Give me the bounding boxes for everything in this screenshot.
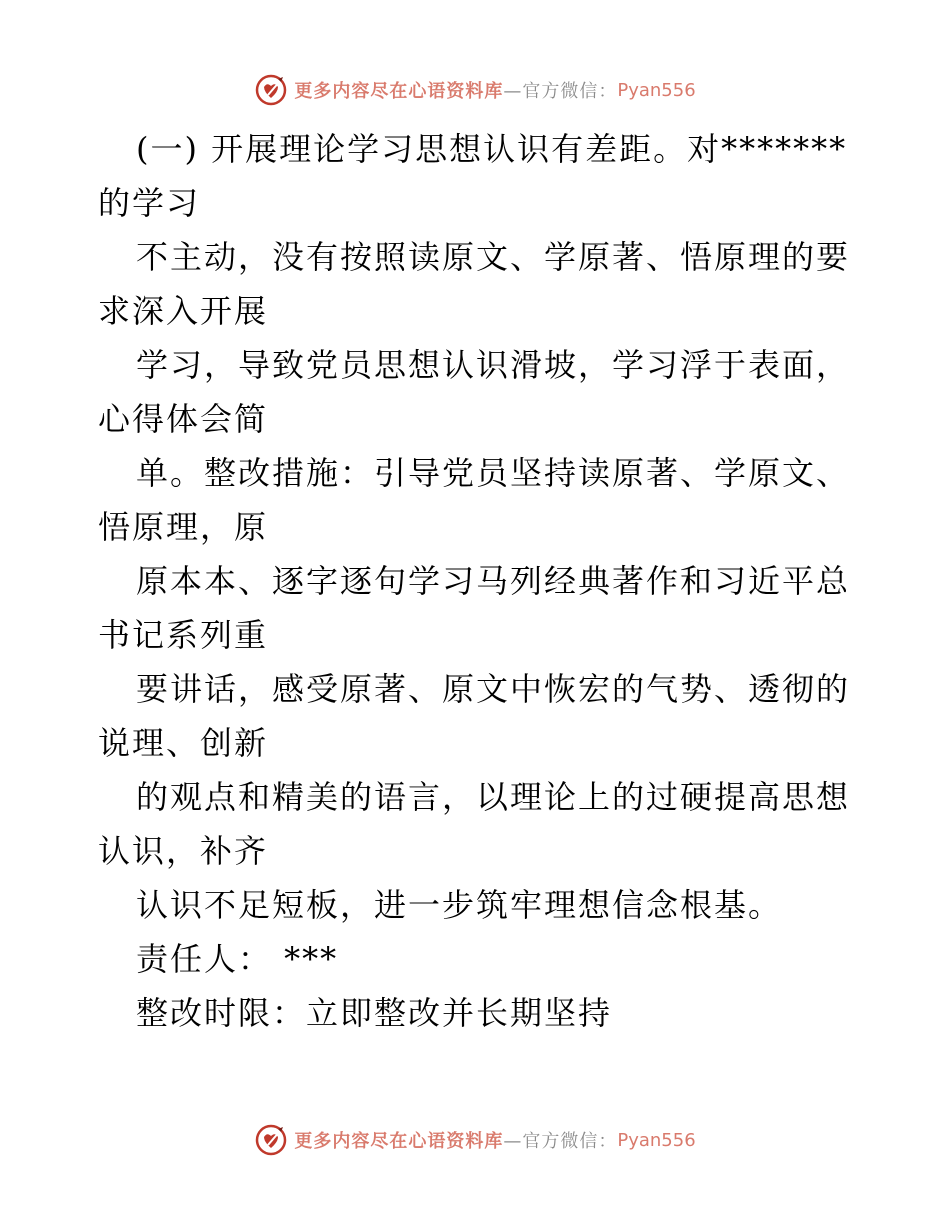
text-line: 说理、创新 [98, 724, 269, 762]
watermark-text: 更多内容尽在心语资料库 [294, 81, 504, 102]
text-line: 责任人： *** [136, 940, 339, 978]
footer-watermark [0, 1120, 950, 1160]
heart-pen-logo-icon [254, 1123, 288, 1157]
watermark-wechat-id: Pyan556 [617, 1129, 696, 1151]
text-line: 悟原理，原 [98, 508, 269, 546]
text-line: 不主动，没有按照读原文、学原著、悟原理的要 [136, 238, 851, 276]
header-watermark [0, 70, 950, 110]
watermark-separator: —官方微信： [503, 81, 618, 102]
heart-pen-logo-icon [254, 73, 288, 107]
text-line: 要讲话，感受原著、原文中恢宏的气势、透彻的 [136, 670, 851, 708]
text-line: 书记系列重 [98, 616, 269, 654]
text-line: 原本本、逐字逐句学习马列经典著作和习近平总 [136, 562, 851, 600]
text-line: 认识，补齐 [98, 832, 269, 870]
watermark-text: 更多内容尽在心语资料库 [294, 1131, 504, 1152]
text-line: 单。整改措施：引导党员坚持读原著、学原文、 [136, 454, 851, 492]
watermark-wechat-id: Pyan556 [617, 79, 696, 101]
watermark-separator: —官方微信： [503, 1131, 618, 1152]
text-line: (一) 开展理论学习思想认识有差距。对******* [136, 130, 848, 168]
text-line: 的观点和精美的语言，以理论上的过硬提高思想 [136, 778, 851, 816]
text-line: 心得体会简 [98, 400, 269, 438]
text-line: 认识不足短板，进一步筑牢理想信念根基。 [136, 886, 783, 924]
document-body [98, 122, 858, 1040]
text-line: 的学习 [98, 184, 201, 222]
text-line: 求深入开展 [98, 292, 269, 330]
text-line: 学习，导致党员思想认识滑坡，学习浮于表面， [136, 346, 851, 384]
text-line: 整改时限：立即整改并长期坚持 [136, 994, 613, 1032]
